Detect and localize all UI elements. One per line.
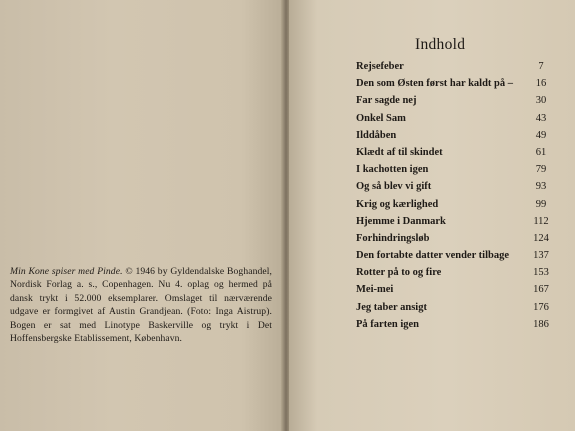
- toc-entry-label: Onkel Sam: [356, 112, 406, 124]
- toc-entry: [356, 92, 556, 109]
- toc-entry-page: 176: [533, 301, 549, 313]
- toc-entry: [356, 110, 556, 127]
- toc-entry-page: 186: [533, 318, 549, 330]
- toc-entry-page: 7: [538, 61, 544, 72]
- toc-entry-label: Jeg taber ansigt: [356, 301, 427, 313]
- toc-entry-label: Og så blev vi gift: [356, 181, 432, 193]
- toc-entry-label: Ilddåben: [356, 129, 397, 141]
- toc-entry: [356, 58, 556, 75]
- toc-entry: [356, 144, 556, 161]
- toc-entry: [356, 299, 556, 316]
- toc-entry-label: Krig og kærlighed: [356, 198, 439, 210]
- toc-entry-label: På farten igen: [356, 318, 419, 330]
- toc-entry-page: 61: [535, 146, 547, 158]
- toc-entry: [356, 316, 556, 333]
- toc-title: Indhold: [415, 36, 466, 53]
- toc-entry-label: Mei-mei: [356, 284, 394, 296]
- toc-entry-page: 49: [535, 129, 547, 141]
- toc-entry: [356, 230, 556, 247]
- toc-entry-label: Forhindringsløb: [356, 232, 430, 244]
- toc-entry-page: 167: [533, 284, 549, 296]
- toc-entry-label: Far sagde nej: [356, 95, 417, 107]
- toc-entry-label: Rejsefeber: [356, 61, 404, 72]
- toc-entry-page: 43: [535, 112, 547, 124]
- colophon: [10, 265, 272, 345]
- toc-entry-label: Klædt af til skindet: [356, 146, 443, 158]
- toc-entry-page: 16: [535, 78, 547, 90]
- toc-entry: [356, 281, 556, 298]
- toc-list: [356, 58, 556, 333]
- toc-entry: [356, 247, 556, 264]
- toc-entry-page: 99: [535, 198, 547, 210]
- toc-entry-page: 153: [533, 267, 549, 279]
- toc-entry-label: Hjemme i Danmark: [356, 215, 446, 227]
- toc-entry-label: Den fortabte datter vender tilbage: [356, 250, 509, 262]
- toc-entry-page: 30: [535, 95, 547, 107]
- toc-entry-label: Rotter på to og fire: [356, 267, 442, 279]
- toc-entry-label: I kachotten igen: [356, 164, 429, 176]
- toc-entry-page: 112: [533, 215, 549, 227]
- toc-entry: [356, 127, 556, 144]
- toc-entry-page: 93: [535, 181, 547, 193]
- toc-entry: [356, 264, 556, 281]
- toc-entry-page: 124: [533, 232, 549, 244]
- toc-entry-label: Den som Østen først har kaldt på –: [356, 78, 514, 90]
- toc-entry: [356, 178, 556, 195]
- left-page: [0, 0, 284, 431]
- toc-entry: [356, 213, 556, 230]
- colophon-book-title: Min Kone spiser med Pinde.: [10, 266, 123, 277]
- toc-entry: [356, 161, 556, 178]
- toc-entry: [356, 196, 556, 213]
- toc-entry-page: 79: [535, 164, 547, 176]
- toc-entry-page: 137: [533, 250, 549, 262]
- colophon-body: © 1946 by Gyldendalske Boghandel, Nordisk Forlag a. s., Copenhagen. Nu 4. oplag og hermed på dansk trykt i 52.000 eksemplarer. Omslaget til nærværende udgave er formgivet af Austin Grandjean. (Foto: Inga Aistrup). Bogen er sat med Linotype Baskerville og trykt i Det Hoffensbergske Etablissement, København.: [10, 266, 272, 345]
- toc-entry: [356, 75, 556, 92]
